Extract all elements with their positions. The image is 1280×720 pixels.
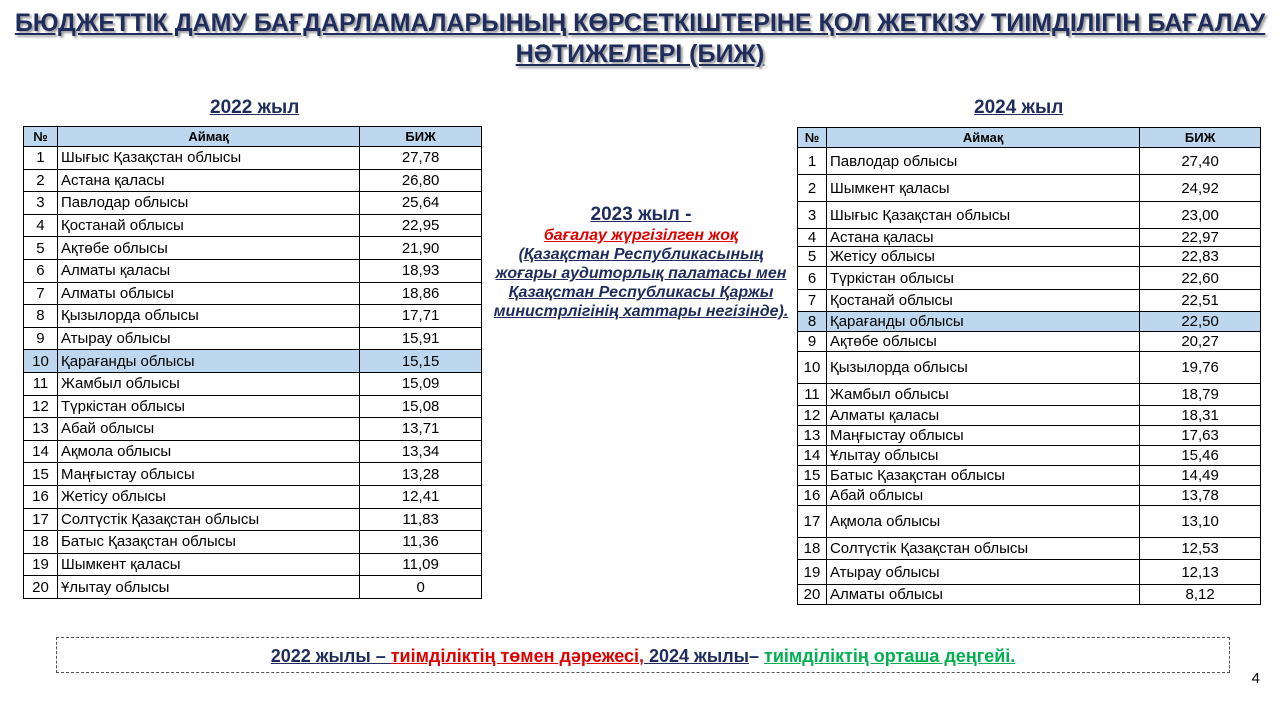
table-row <box>24 282 482 305</box>
row-region: Алматы қаласы <box>826 406 1139 426</box>
row-number: 11 <box>798 384 827 406</box>
row-value: 22,97 <box>1140 229 1261 247</box>
page-number: 4 <box>1251 670 1260 687</box>
row-number: 3 <box>798 202 827 229</box>
conclusion-box <box>56 637 1230 673</box>
row-number: 9 <box>24 327 58 350</box>
row-value: 18,86 <box>360 282 482 305</box>
row-number: 4 <box>798 229 827 247</box>
row-number: 2 <box>24 169 58 192</box>
row-number: 10 <box>798 352 827 384</box>
row-region: Солтүстік Қазақстан облысы <box>57 508 359 531</box>
row-region: Жамбыл облысы <box>57 372 359 395</box>
row-region: Қостанай облысы <box>826 290 1139 312</box>
row-number: 17 <box>798 506 827 538</box>
row-number: 6 <box>24 259 58 282</box>
row-number: 10 <box>24 350 58 373</box>
table-row <box>798 229 1261 247</box>
row-number: 18 <box>24 531 58 554</box>
table-row <box>798 384 1261 406</box>
row-value: 23,00 <box>1140 202 1261 229</box>
row-number: 8 <box>24 305 58 328</box>
row-number: 1 <box>24 147 58 170</box>
row-value: 8,12 <box>1140 585 1261 605</box>
row-value: 13,71 <box>360 418 482 441</box>
row-number: 11 <box>24 372 58 395</box>
row-region: Атырау облысы <box>57 327 359 350</box>
year-2023-note <box>486 204 796 321</box>
table-row <box>24 147 482 170</box>
col-header-index: БИЖ <box>1140 128 1261 148</box>
row-region: Қарағанды облысы <box>57 350 359 373</box>
row-number: 17 <box>24 508 58 531</box>
table-row <box>24 327 482 350</box>
row-region: Түркістан облысы <box>57 395 359 418</box>
table-row <box>24 553 482 576</box>
row-region: Алматы облысы <box>57 282 359 305</box>
row-region: Жетісу облысы <box>826 247 1139 267</box>
table-row <box>798 175 1261 202</box>
row-value: 26,80 <box>360 169 482 192</box>
table-row <box>24 192 482 215</box>
row-value: 22,51 <box>1140 290 1261 312</box>
table-row <box>24 531 482 554</box>
row-number: 16 <box>798 486 827 506</box>
row-value: 20,27 <box>1140 332 1261 352</box>
row-region: Жетісу облысы <box>57 485 359 508</box>
table-row <box>798 290 1261 312</box>
row-number: 4 <box>24 214 58 237</box>
row-region: Алматы қаласы <box>57 259 359 282</box>
row-value: 14,49 <box>1140 466 1261 486</box>
row-value: 27,40 <box>1140 148 1261 175</box>
table-row <box>798 585 1261 605</box>
row-number: 3 <box>24 192 58 215</box>
row-value: 17,63 <box>1140 426 1261 446</box>
row-value: 25,64 <box>360 192 482 215</box>
year-2024-label: 2024 жыл <box>974 97 1064 118</box>
row-number: 12 <box>24 395 58 418</box>
note-source-1: (Қазақстан Республикасының жоғары аудиторлық палатасы мен <box>495 246 787 282</box>
row-number: 19 <box>798 560 827 585</box>
table-row <box>798 406 1261 426</box>
col-header-region: Аймақ <box>826 128 1139 148</box>
row-number: 14 <box>798 446 827 466</box>
row-value: 13,78 <box>1140 486 1261 506</box>
row-region: Шығыс Қазақстан облысы <box>826 202 1139 229</box>
row-region: Батыс Қазақстан облысы <box>57 531 359 554</box>
conclusion-2024-year: 2024 жылы <box>644 646 750 666</box>
row-value: 15,15 <box>360 350 482 373</box>
row-value: 11,36 <box>360 531 482 554</box>
row-value: 19,76 <box>1140 352 1261 384</box>
table-2022 <box>23 126 482 599</box>
row-number: 1 <box>798 148 827 175</box>
conclusion-2022-year: 2022 жылы – <box>270 646 391 666</box>
row-value: 12,41 <box>360 485 482 508</box>
table-row <box>798 247 1261 267</box>
row-region: Шығыс Қазақстан облысы <box>57 147 359 170</box>
row-number: 8 <box>798 312 827 332</box>
row-region: Ұлытау облысы <box>826 446 1139 466</box>
row-region: Қостанай облысы <box>57 214 359 237</box>
row-number: 15 <box>24 463 58 486</box>
row-number: 9 <box>798 332 827 352</box>
row-value: 18,31 <box>1140 406 1261 426</box>
row-value: 0 <box>360 576 482 599</box>
note-status: бағалау жүргізілген жоқ <box>543 227 739 244</box>
table-row <box>798 426 1261 446</box>
year-2022-label: 2022 жыл <box>210 97 300 118</box>
col-header-number: № <box>798 128 827 148</box>
row-value: 11,83 <box>360 508 482 531</box>
table-row <box>798 446 1261 466</box>
row-region: Астана қаласы <box>826 229 1139 247</box>
row-number: 12 <box>798 406 827 426</box>
row-number: 5 <box>24 237 58 260</box>
table-row <box>798 312 1261 332</box>
note-source-2: Қазақстан Республикасы Қаржы министрлігінің хаттары негізінде). <box>493 284 789 320</box>
col-header-number: № <box>24 127 58 147</box>
row-value: 15,08 <box>360 395 482 418</box>
table-row <box>24 508 482 531</box>
table-2024 <box>797 127 1261 605</box>
table-row <box>24 395 482 418</box>
row-region: Қарағанды облысы <box>826 312 1139 332</box>
table-row <box>798 267 1261 290</box>
table-row <box>24 576 482 599</box>
table-row <box>798 332 1261 352</box>
table-row <box>798 148 1261 175</box>
row-value: 13,34 <box>360 440 482 463</box>
row-region: Маңғыстау облысы <box>57 463 359 486</box>
row-value: 21,90 <box>360 237 482 260</box>
row-region: Алматы облысы <box>826 585 1139 605</box>
row-region: Ақмола облысы <box>826 506 1139 538</box>
row-number: 7 <box>798 290 827 312</box>
note-year: 2023 жыл - <box>590 204 692 225</box>
table-row <box>24 463 482 486</box>
table-row <box>798 352 1261 384</box>
row-region: Ақмола облысы <box>57 440 359 463</box>
row-number: 2 <box>798 175 827 202</box>
table-row <box>798 466 1261 486</box>
row-region: Түркістан облысы <box>826 267 1139 290</box>
table-row <box>798 202 1261 229</box>
conclusion-2022-level: тиімділіктің төмен дәрежесі, <box>390 646 645 666</box>
table-row <box>798 560 1261 585</box>
row-region: Ұлытау облысы <box>57 576 359 599</box>
table-row <box>24 372 482 395</box>
row-number: 18 <box>798 538 827 560</box>
row-value: 22,60 <box>1140 267 1261 290</box>
row-number: 16 <box>24 485 58 508</box>
row-value: 18,93 <box>360 259 482 282</box>
row-region: Павлодар облысы <box>57 192 359 215</box>
row-region: Павлодар облысы <box>826 148 1139 175</box>
row-value: 12,53 <box>1140 538 1261 560</box>
row-value: 22,83 <box>1140 247 1261 267</box>
row-number: 5 <box>798 247 827 267</box>
row-region: Жамбыл облысы <box>826 384 1139 406</box>
table-row <box>798 538 1261 560</box>
col-header-region: Аймақ <box>57 127 359 147</box>
row-value: 15,09 <box>360 372 482 395</box>
row-value: 15,91 <box>360 327 482 350</box>
row-region: Шымкент қаласы <box>57 553 359 576</box>
row-number: 19 <box>24 553 58 576</box>
row-region: Ақтөбе облысы <box>826 332 1139 352</box>
table-row <box>24 259 482 282</box>
row-region: Ақтөбе облысы <box>57 237 359 260</box>
row-number: 7 <box>24 282 58 305</box>
conclusion-dash: – <box>749 646 765 666</box>
conclusion-2024-level: тиімділіктің орташа деңгейі. <box>764 646 1016 666</box>
row-value: 13,28 <box>360 463 482 486</box>
row-number: 15 <box>798 466 827 486</box>
row-value: 27,78 <box>360 147 482 170</box>
row-value: 24,92 <box>1140 175 1261 202</box>
row-region: Атырау облысы <box>826 560 1139 585</box>
row-value: 22,50 <box>1140 312 1261 332</box>
row-region: Батыс Қазақстан облысы <box>826 466 1139 486</box>
table-row <box>24 305 482 328</box>
row-region: Абай облысы <box>57 418 359 441</box>
row-region: Қызылорда облысы <box>826 352 1139 384</box>
row-region: Шымкент қаласы <box>826 175 1139 202</box>
row-number: 20 <box>24 576 58 599</box>
row-number: 6 <box>798 267 827 290</box>
row-number: 20 <box>798 585 827 605</box>
row-number: 13 <box>798 426 827 446</box>
table-row <box>798 506 1261 538</box>
row-number: 14 <box>24 440 58 463</box>
table-row <box>24 485 482 508</box>
row-value: 11,09 <box>360 553 482 576</box>
table-row <box>24 440 482 463</box>
table-row <box>24 350 482 373</box>
row-region: Қызылорда облысы <box>57 305 359 328</box>
col-header-index: БИЖ <box>360 127 482 147</box>
row-value: 22,95 <box>360 214 482 237</box>
page-title: БЮДЖЕТТІК ДАМУ БАҒДАРЛАМАЛАРЫНЫҢ КӨРСЕТКІШТЕРІНЕ ҚОЛ ЖЕТКІЗУ ТИІМДІЛІГІН БАҒАЛАУ НӘТИЖЕЛЕРІ (БИЖ) <box>14 9 1266 68</box>
row-value: 18,79 <box>1140 384 1261 406</box>
row-value: 13,10 <box>1140 506 1261 538</box>
table-row <box>24 169 482 192</box>
row-value: 17,71 <box>360 305 482 328</box>
table-row <box>24 418 482 441</box>
table-row <box>24 237 482 260</box>
row-value: 15,46 <box>1140 446 1261 466</box>
row-region: Солтүстік Қазақстан облысы <box>826 538 1139 560</box>
row-value: 12,13 <box>1140 560 1261 585</box>
row-number: 13 <box>24 418 58 441</box>
row-region: Абай облысы <box>826 486 1139 506</box>
table-row <box>24 214 482 237</box>
row-region: Астана қаласы <box>57 169 359 192</box>
table-row <box>798 486 1261 506</box>
row-region: Маңғыстау облысы <box>826 426 1139 446</box>
